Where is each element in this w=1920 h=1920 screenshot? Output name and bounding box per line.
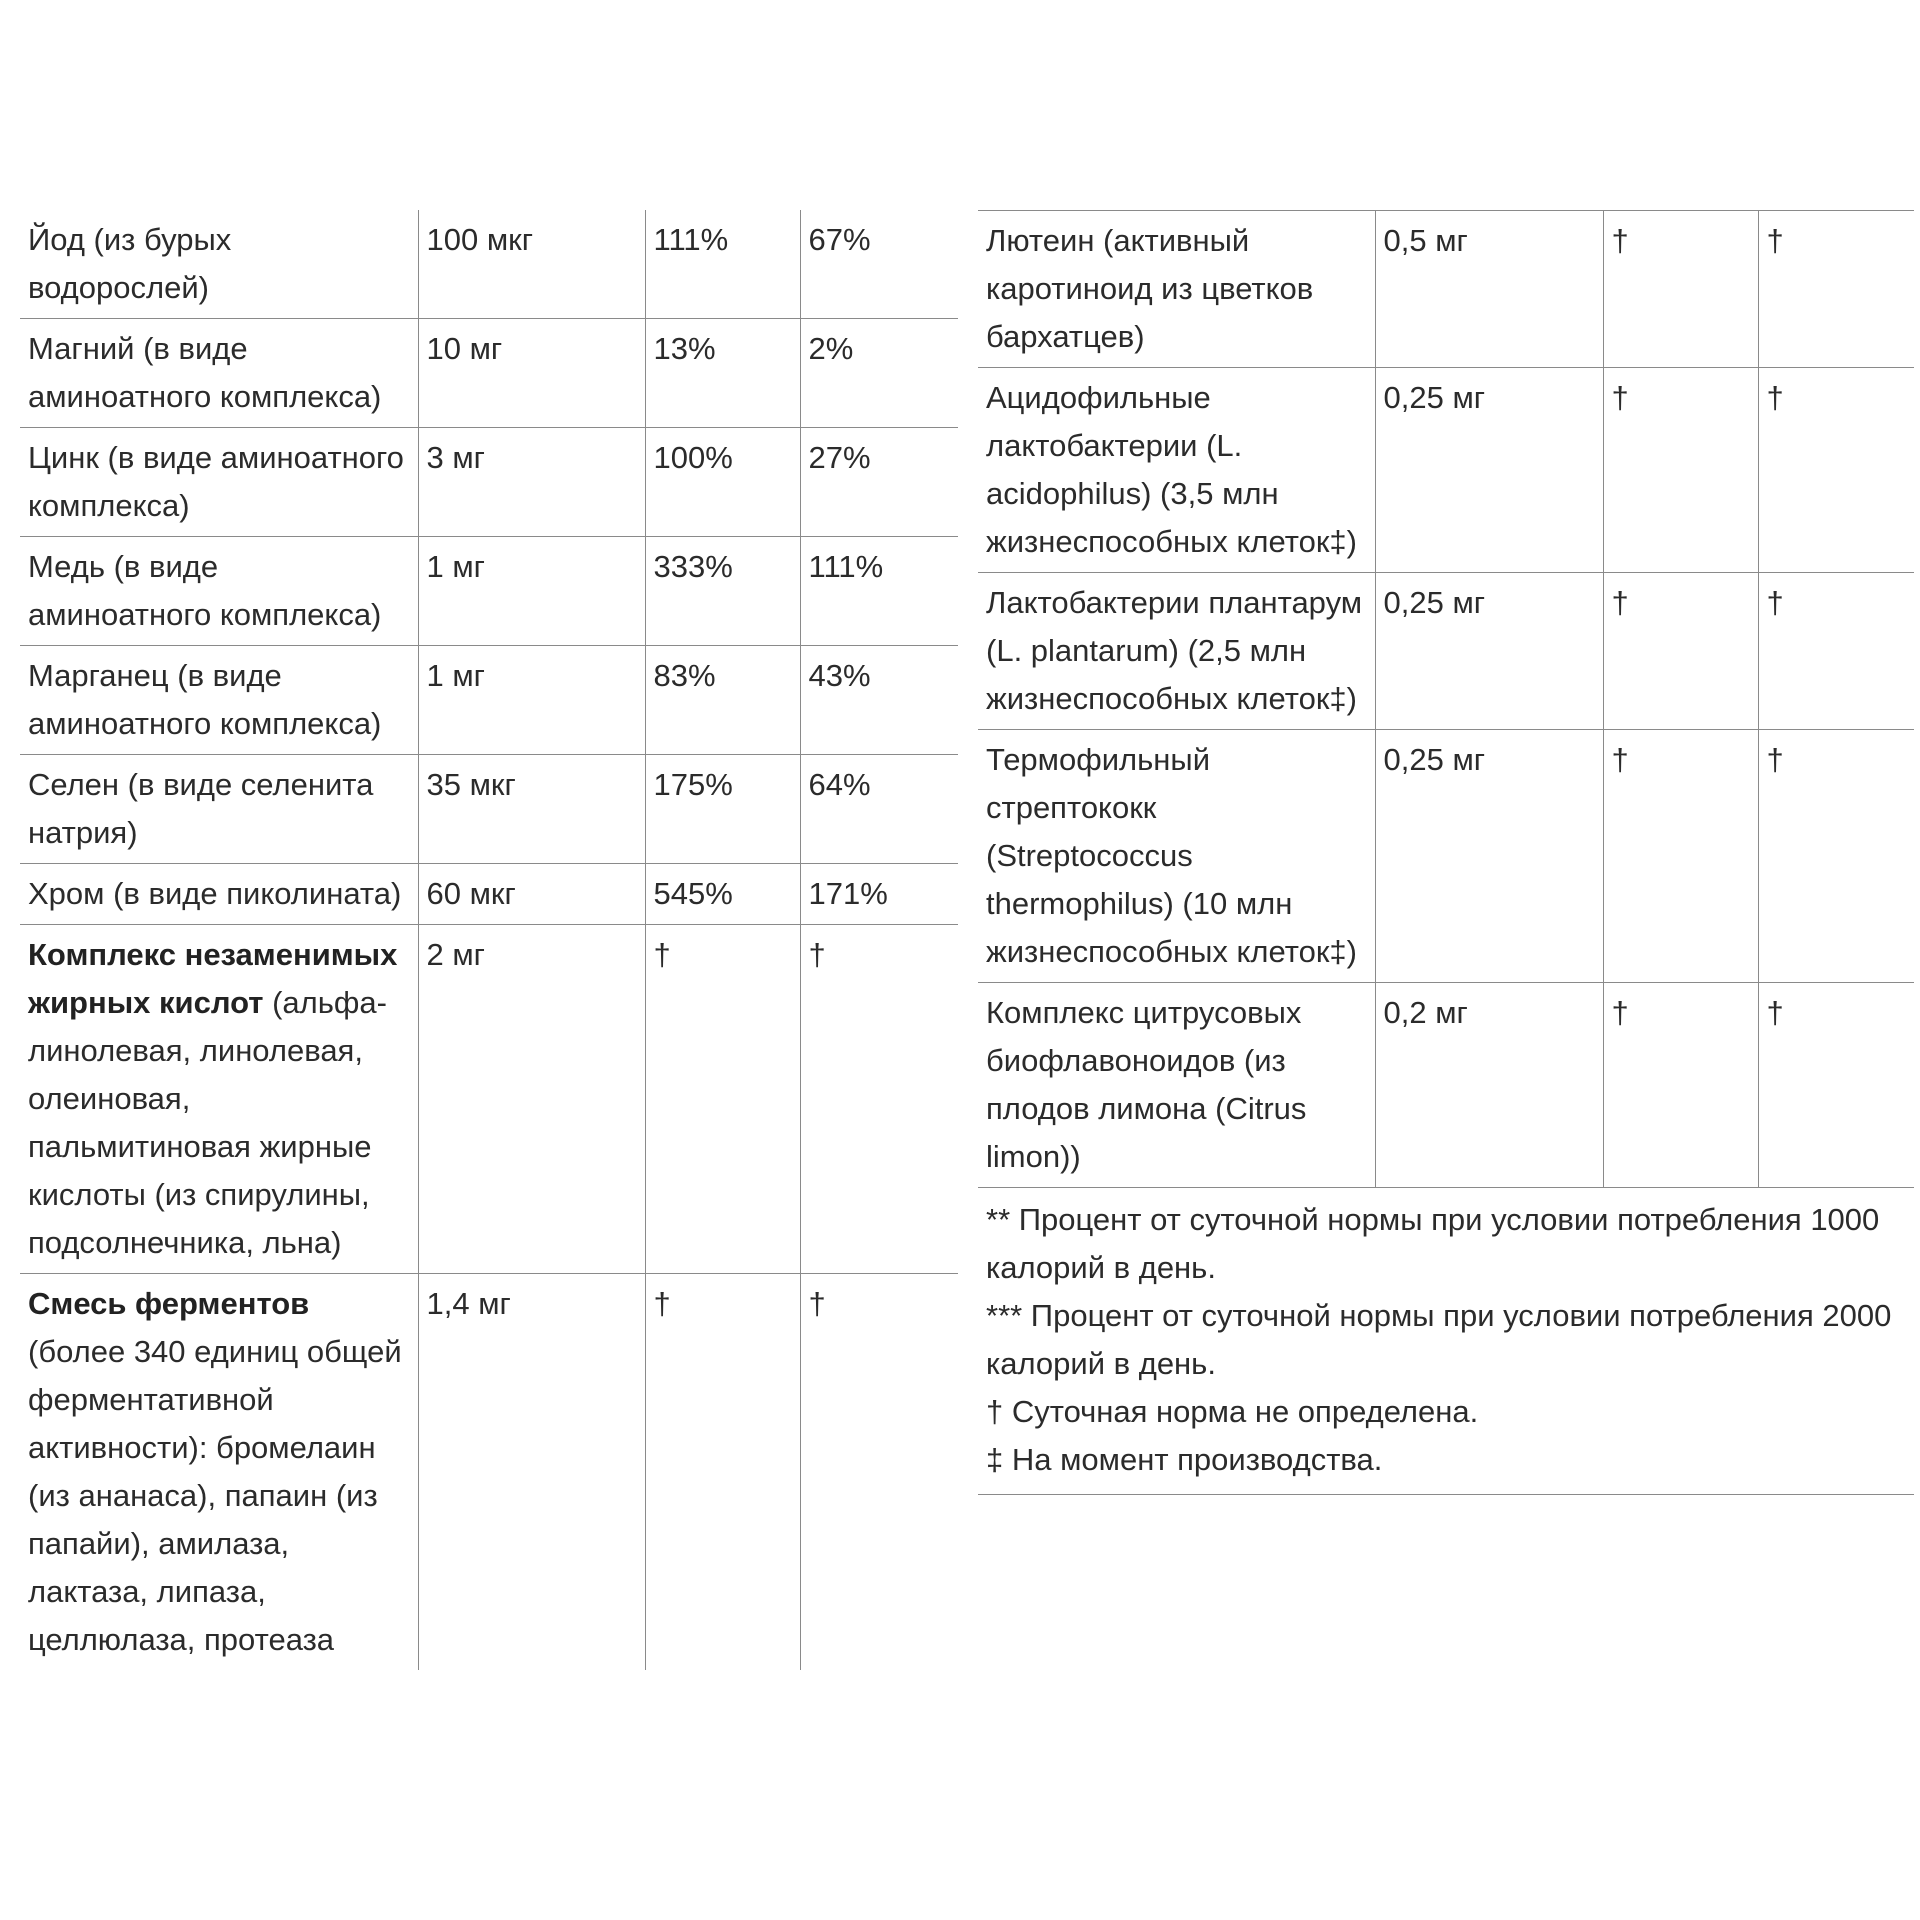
daily-value-1000: 100% xyxy=(645,428,800,537)
daily-value-1000: † xyxy=(645,1274,800,1671)
amount-per-serving: 60 мкг xyxy=(418,864,645,925)
ingredient-name: Йод (из бурых водорослей) xyxy=(20,210,418,319)
daily-value-2000: † xyxy=(800,925,958,1274)
table-row xyxy=(20,210,958,319)
amount-per-serving: 0,25 мг xyxy=(1375,573,1603,730)
table-row xyxy=(20,1274,958,1671)
left-nutrition-table xyxy=(20,210,958,1670)
daily-value-2000: † xyxy=(800,1274,958,1671)
bottom-fade xyxy=(20,1680,958,1710)
ingredient-name-details: (альфа-линолевая, линолевая, олеиновая, пальмитиновая жирные кислоты (из спирулины, подсолнечника, льна) xyxy=(28,985,387,1260)
daily-value-2000: 67% xyxy=(800,210,958,319)
ingredient-name: Хром (в виде пиколината) xyxy=(20,864,418,925)
ingredient-name: Лютеин (активный каротиноид из цветков бархатцев) xyxy=(978,211,1375,368)
daily-value-2000: 27% xyxy=(800,428,958,537)
daily-value-2000: 64% xyxy=(800,755,958,864)
daily-value-2000: † xyxy=(1758,730,1914,983)
footnote-double-dagger: ‡ На момент производства. xyxy=(986,1442,1383,1477)
daily-value-2000: † xyxy=(1758,368,1914,573)
table-row xyxy=(978,730,1914,983)
amount-per-serving: 10 мг xyxy=(418,319,645,428)
table-row xyxy=(978,573,1914,730)
daily-value-2000: † xyxy=(1758,211,1914,368)
daily-value-1000: 333% xyxy=(645,537,800,646)
daily-value-2000: 111% xyxy=(800,537,958,646)
footnotes xyxy=(978,1188,1914,1495)
ingredient-name xyxy=(20,925,418,1274)
ingredient-name: Медь (в виде аминоатного комплекса) xyxy=(20,537,418,646)
table-row xyxy=(20,537,958,646)
table-row xyxy=(20,319,958,428)
amount-per-serving: 35 мкг xyxy=(418,755,645,864)
daily-value-2000: 2% xyxy=(800,319,958,428)
amount-per-serving: 0,25 мг xyxy=(1375,730,1603,983)
table-row xyxy=(20,925,958,1274)
amount-per-serving: 2 мг xyxy=(418,925,645,1274)
daily-value-1000: † xyxy=(1603,730,1758,983)
amount-per-serving: 1,4 мг xyxy=(418,1274,645,1671)
amount-per-serving: 100 мкг xyxy=(418,210,645,319)
amount-per-serving: 1 мг xyxy=(418,537,645,646)
daily-value-2000: 43% xyxy=(800,646,958,755)
daily-value-1000: † xyxy=(1603,368,1758,573)
daily-value-1000: † xyxy=(1603,211,1758,368)
ingredient-name xyxy=(20,1274,418,1671)
daily-value-1000: † xyxy=(1603,573,1758,730)
daily-value-2000: † xyxy=(1758,983,1914,1188)
daily-value-1000: 175% xyxy=(645,755,800,864)
footnote-1000-calories: ** Процент от суточной нормы при условии потребления 1000 калорий в день. xyxy=(986,1202,1880,1285)
footnote-dagger: † Суточная норма не определена. xyxy=(986,1394,1479,1429)
right-nutrition-table-panel xyxy=(978,210,1914,1495)
right-nutrition-table xyxy=(978,210,1914,1188)
daily-value-1000: † xyxy=(1603,983,1758,1188)
ingredient-name: Марганец (в виде аминоатного комплекса) xyxy=(20,646,418,755)
table-row xyxy=(978,211,1914,368)
ingredient-name-bold: Комплекс незаменимых жирных кислот xyxy=(28,937,398,1020)
table-row xyxy=(20,428,958,537)
daily-value-1000: 13% xyxy=(645,319,800,428)
amount-per-serving: 0,5 мг xyxy=(1375,211,1603,368)
amount-per-serving: 1 мг xyxy=(418,646,645,755)
ingredient-name: Термофильный стрептококк (Streptococcus thermophilus) (10 млн жизнеспособных клеток‡) xyxy=(978,730,1375,983)
daily-value-2000: † xyxy=(1758,573,1914,730)
ingredient-name-details: (более 340 единиц общей ферментативной активности): бромелаин (из ананаса), папаин (из папайи), амилаза, лактаза, липаза, целлюлаза, протеаза xyxy=(28,1334,402,1657)
ingredient-name: Селен (в виде селенита натрия) xyxy=(20,755,418,864)
footnote-2000-calories: *** Процент от суточной нормы при условии потребления 2000 калорий в день. xyxy=(986,1298,1892,1381)
daily-value-1000: 111% xyxy=(645,210,800,319)
amount-per-serving: 3 мг xyxy=(418,428,645,537)
table-row xyxy=(20,646,958,755)
table-row xyxy=(978,983,1914,1188)
table-row xyxy=(20,755,958,864)
ingredient-name: Комплекс цитрусовых биофлавоноидов (из плодов лимона (Citrus limon)) xyxy=(978,983,1375,1188)
table-row xyxy=(978,368,1914,573)
daily-value-1000: 545% xyxy=(645,864,800,925)
table-row xyxy=(20,864,958,925)
daily-value-1000: 83% xyxy=(645,646,800,755)
daily-value-2000: 171% xyxy=(800,864,958,925)
daily-value-1000: † xyxy=(645,925,800,1274)
ingredient-name: Лактобактерии плантарум (L. plantarum) (2,5 млн жизнеспособных клеток‡) xyxy=(978,573,1375,730)
ingredient-name: Ацидофильные лактобактерии (L. acidophilus) (3,5 млн жизнеспособных клеток‡) xyxy=(978,368,1375,573)
ingredient-name: Цинк (в виде аминоатного комплекса) xyxy=(20,428,418,537)
ingredient-name-bold: Смесь ферментов xyxy=(28,1286,310,1321)
amount-per-serving: 0,25 мг xyxy=(1375,368,1603,573)
amount-per-serving: 0,2 мг xyxy=(1375,983,1603,1188)
left-nutrition-table-panel xyxy=(20,210,958,1710)
ingredient-name: Магний (в виде аминоатного комплекса) xyxy=(20,319,418,428)
